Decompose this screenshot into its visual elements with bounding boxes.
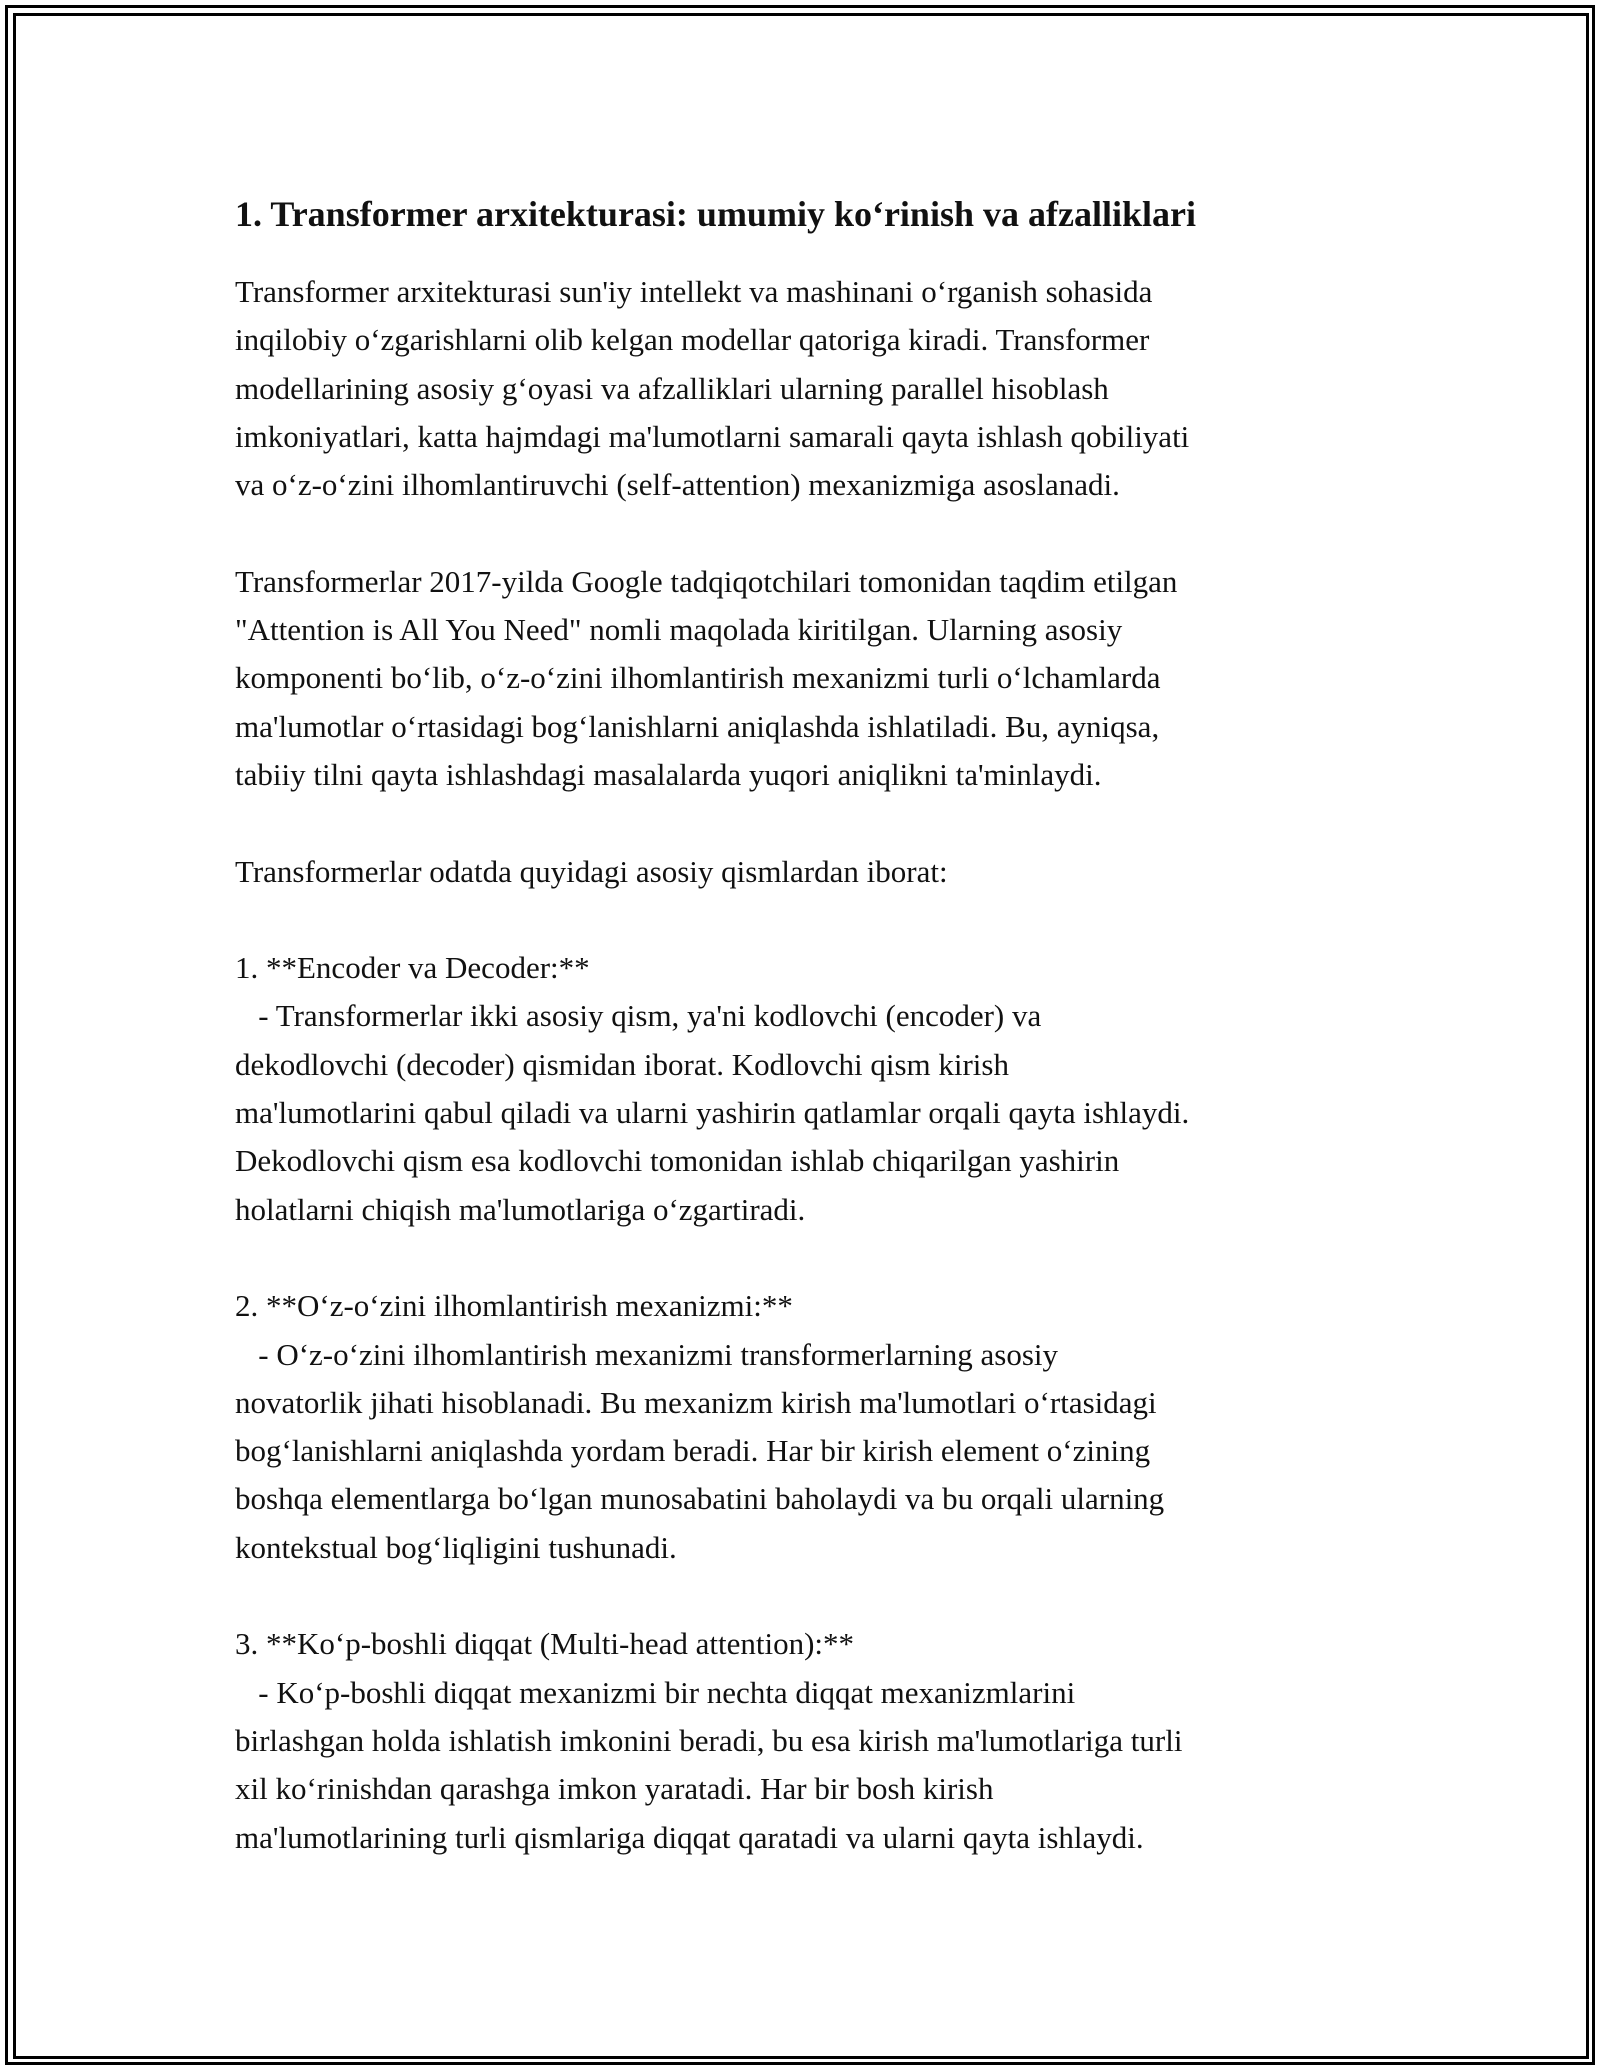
list-item-self-attention: 2. **Oʻz-oʻzini ilhomlantirish mexanizmi:** - Oʻz-oʻzini ilhomlantirish mexanizmi transformerlarning asosiy novatorlik jihati hisoblanadi. Bu mexanizm kirish ma'lumotlari oʻrtasidagi bogʻlanishlarni aniqlashda yordam beradi. Har bir kirish element oʻzining boshqa elementlarga boʻlgan munosabatini baholaydi va bu orqali ularning kontekstual bogʻliqligini tushunadi. [235, 1288, 1165, 1565]
paragraph-parts-intro: Transformerlar odatda quyidagi asosiy qismlardan iborat: [235, 853, 948, 889]
list-item-encoder-decoder: 1. **Encoder va Decoder:** - Transformerlar ikki asosiy qism, ya'ni kodlovchi (encoder) va dekodlovchi (decoder) qismidan iborat. Kodlovchi qism kirish ma'lumotlarini qabul qiladi va ularni yashirin qatlamlar orqali qayta ishlaydi. Dekodlovchi qism esa kodlovchi tomonidan ishlab chiqarilgan yashirin holatlarni chiqish ma'lumotlariga oʻzgartiradi. [235, 950, 1190, 1227]
document-title: 1. Transformer arxitekturasi: umumiy koʻrinish va afzalliklari [235, 194, 1196, 234]
paragraph-intro: Transformer arxitekturasi sun'iy intellekt va mashinani oʻrganish sohasida inqilobiy oʻzgarishlarni olib kelgan modellar qatoriga kiradi. Transformer modellarining asosiy gʻoyasi va afzalliklari ularning parallel hisoblash imkoniyatlari, katta hajmdagi ma'lumotlarni samarali qayta ishlash qobiliyati va oʻz-oʻzini ilhomlantiruvchi (self-attention) mexanizmiga asoslanadi. [235, 274, 1190, 503]
list-item-multi-head-attention: 3. **Koʻp-boshli diqqat (Multi-head attention):** - Koʻp-boshli diqqat mexanizmi bir nechta diqqat mexanizmlarini birlashgan holda ishlatish imkonini beradi, bu esa kirish ma'lumotlariga turli xil koʻrinishdan qarashga imkon yaratadi. Har bir bosh kirish ma'lumotlarining turli qismlariga diqqat qaratadi va ularni qayta ishlaydi. [235, 1626, 1183, 1855]
paragraph-history: Transformerlar 2017-yilda Google tadqiqotchilari tomonidan taqdim etilgan "Attention is All You Need" nomli maqolada kiritilgan. Ularning asosiy komponenti boʻlib, oʻz-oʻzini ilhomlantirish mexanizmi turli oʻlchamlarda ma'lumotlar oʻrtasidagi bogʻlanishlarni aniqlashda ishlatiladi. Bu, ayniqsa, tabiiy tilni qayta ishlashdagi masalalarda yuqori aniqlikni ta'minlaydi. [235, 563, 1178, 792]
document-body [235, 188, 1395, 1862]
